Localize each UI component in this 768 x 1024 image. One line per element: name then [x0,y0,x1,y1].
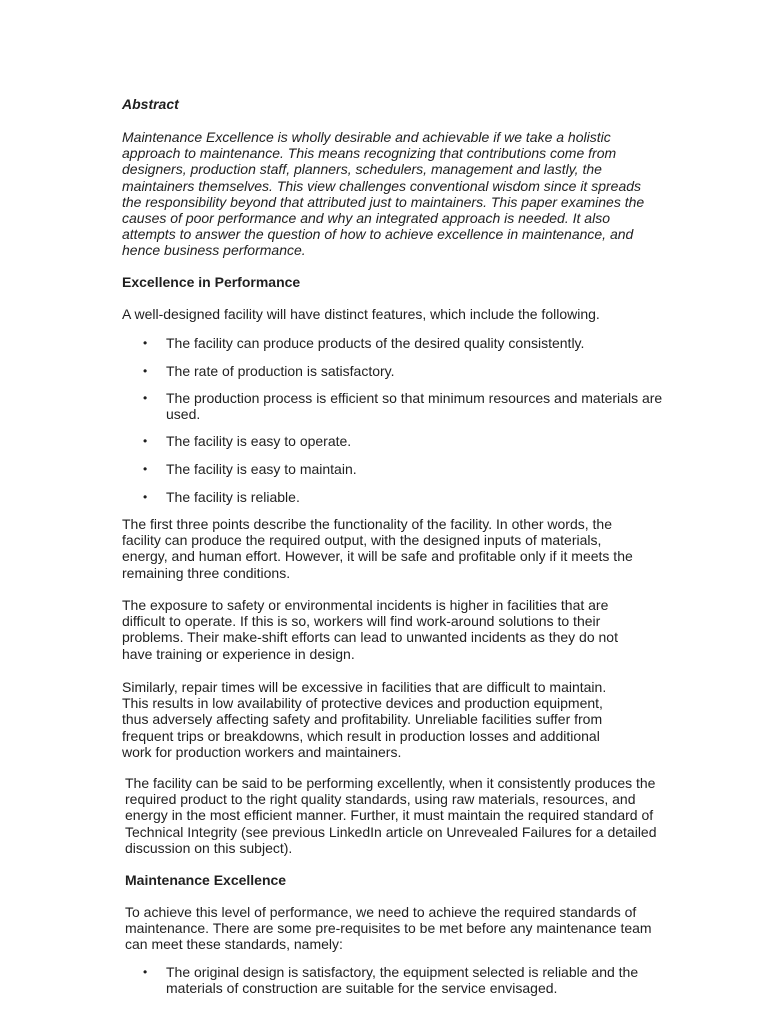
bullet-icon: • [143,490,148,504]
list-item-text: The facility is easy to maintain. [166,461,357,477]
list-item [122,363,682,379]
bullet-icon: • [143,391,148,405]
list-item [122,489,682,505]
bullet-icon: • [143,965,148,979]
paragraph-safety-exposure: The exposure to safety or environmental incidents is higher in facilities that are difficult to operate. If this is so, workers will find work-around solutions to their problems. Their make-shift efforts can lead to unwanted incidents as they do not have training or experience in design. [122,597,618,662]
list-item-text: The rate of production is satisfactory. [166,363,395,379]
list-item-text: The original design is satisfactory, the equipment selected is reliable and the materials of construction are suitable for the service envisaged. [166,964,639,997]
paragraph-performing-excellently: The facility can be said to be performing excellently, when it consistently produces the required product to the right quality standards, using raw materials, resources, and energy in the most efficient manner. Further, it must maintain the required standard of Technical Integrity (see previous LinkedIn article on Unrevealed Failures for a detailed discussion on this subject). [125,775,657,856]
section-heading-excellence-in-performance: Excellence in Performance [122,274,301,290]
list-item [122,461,682,477]
bullet-icon: • [143,364,148,378]
bullet-icon: • [143,434,148,448]
list-item [122,390,666,422]
abstract-title: Abstract [122,96,179,112]
list-item-text: The production process is efficient so that minimum resources and materials are used. [166,390,663,423]
paragraph-repair-times: Similarly, repair times will be excessive in facilities that are difficult to maintain. This results in low availability of protective devices and production equipment, thus adversely affecting safety and profitability. Unreliable facilities suffer from frequent trips or breakdowns, which result in production losses and additional work for production workers and maintainers. [122,679,607,760]
section1-intro: A well-designed facility will have distinct features, which include the following. [122,306,600,322]
list-item [122,964,682,996]
bullet-icon: • [143,336,148,350]
section-heading-maintenance-excellence: Maintenance Excellence [125,872,287,888]
list-item-text: The facility can produce products of the desired quality consistently. [166,335,585,351]
section2-intro: To achieve this level of performance, we need to achieve the required standards of maintenance. There are some pre-requisites to be met before any maintenance team can meet these standards, namely: [125,904,652,953]
abstract-body: Maintenance Excellence is wholly desirable and achievable if we take a holistic approach to maintenance. This means recognizing that contributions come from designers, production staff, planners, schedulers, management and lastly, the maintainers themselves. This view challenges conventional wisdom since it spreads the responsibility beyond that attributed just to maintainers. This paper examines the causes of poor performance and why an integrated approach is needed. It also attempts to answer the question of how to achieve excellence in maintenance, and hence business performance. [122,129,645,259]
bullet-icon: • [143,462,148,476]
list-item-text: The facility is reliable. [166,489,300,505]
paragraph-functionality: The first three points describe the functionality of the facility. In other words, the facility can produce the required output, with the designed inputs of materials, energy, and human effort. However, it will be safe and profitable only if it meets the remaining three conditions. [122,516,633,581]
list-item [122,433,682,449]
list-item-text: The facility is easy to operate. [166,433,352,449]
list-item [122,335,682,351]
